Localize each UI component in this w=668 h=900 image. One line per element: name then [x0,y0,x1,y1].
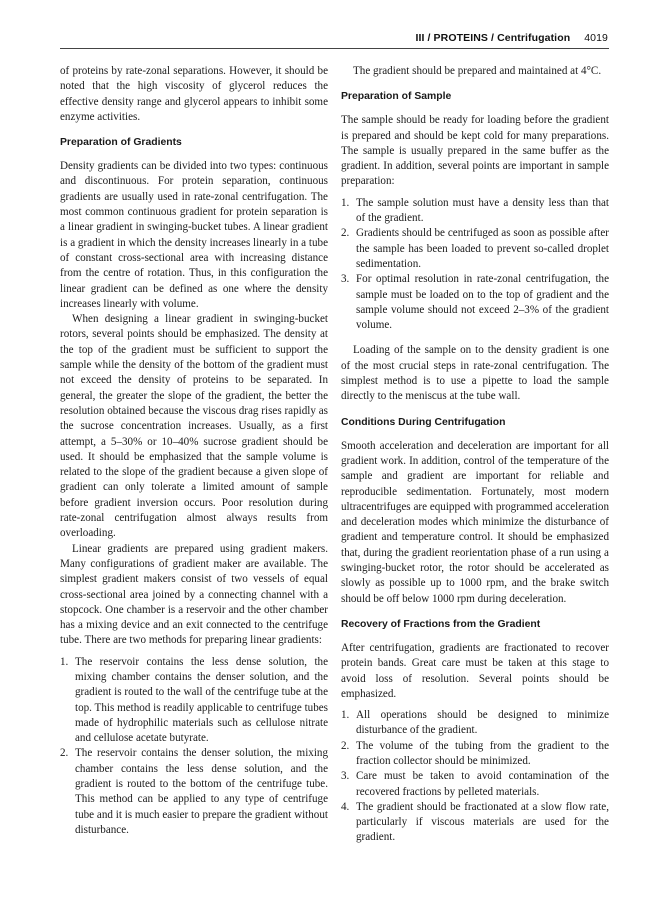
section-heading-conditions-during-centrifugation: Conditions During Centrifugation [341,416,506,428]
section-heading-preparation-of-sample: Preparation of Sample [341,91,452,103]
intro-paragraph: of proteins by rate-zonal separations. However, it should be noted that the high viscosity of glycerol reduces the effective density range and glycerol appears to inhibit some enzyme activities. [60,65,328,123]
section-heading-preparation-of-gradients: Preparation of Gradients [60,137,182,149]
list-item-text: The reservoir contains the less dense solution, the mixing chamber contains the denser solution, and the gradient is routed to the wall of the centrifuge tube at the top. This method is readily applicable to centrifuge tubes made of hydrophilic materials such as cellulose nitrate and cellulose acetate butyrate. [75,655,328,745]
paragraph: The sample should be ready for loading before the gradient is prepared and should be kept cold for many preparations. The sample is usually prepared in the same buffer as the gradient. In addition, several points are important in sample preparation: [341,114,609,188]
running-header [415,32,608,44]
page-number: 4019 [584,32,608,44]
list-item-text: The reservoir contains the denser solution, the mixing chamber contains the less dense solution, and the gradient is routed to the bottom of the centrifuge tube. This method can be applied to any type of centrifuge tube and it is much easier to prepare the gradient without disturbance. [75,747,328,836]
header-rule [60,48,609,49]
paragraph: After centrifugation, gradients are fractionated to recover protein bands. Great care must be taken at this stage to avoid loss of resolution. Several points should be emphasized. [341,641,609,700]
paragraph: Linear gradients are prepared using gradient makers. Many configurations of gradient maker are available. The simplest gradient makers consist of two vessels of equal cross-sectional area joined by a connecting channel with a stopcock. One chamber is a reservoir and the other chamber has a mixing device and an exit connected to the centrifuge tube. There are two methods for preparing linear gradients: [60,542,328,647]
list-item [60,746,328,838]
list-number: 2. [60,747,69,760]
paragraph: Loading of the sample on to the density gradient is one of the most crucial steps in rate-zonal centrifugation. The simplest method is to use a pipette to load the sample directly to the meniscus at the tube wall. [341,344,609,403]
list-number: 2. [341,739,350,752]
list-item-text: The sample solution must have a density less than that of the gradient. [356,196,609,225]
list-item [341,708,609,739]
list-item [341,196,609,227]
running-title: III / PROTEINS / Centrifugation [415,32,571,44]
list-number: 3. [341,770,350,783]
gradient-methods-list [60,655,328,839]
sample-preparation-list [341,196,609,334]
list-item [341,272,609,333]
list-number: 1. [341,709,350,722]
list-item [60,655,328,747]
list-item-text: Gradients should be centrifuged as soon as possible after the sample has been loaded to prevent so-called droplet sedimentation. [356,227,609,270]
list-number: 1. [60,655,69,668]
list-item [341,800,609,846]
continuation-paragraph: The gradient should be prepared and maintained at 4°C. [353,65,602,77]
paragraph: Density gradients can be divided into two types: continuous and discontinuous. For protein separation, continuous gradients are usually used in rate-zonal centrifugation. The most common continuous gradient for protein separation is a linear gradient in swinging-bucket tubes. A linear gradient is a gradient in which the density increases linearly in a tube of constant cross-sectional area with increasing distance from the centre of rotation. Thus, in this configuration the linear gradient can be defined as one where the density increases linearly with volume. [60,160,328,310]
list-item-text: For optimal resolution in rate-zonal centrifugation, the sample must be loaded on to the top of gradient and the sample volume should not exceed 2–3% of the gradient volume. [356,273,609,332]
list-item [341,739,609,770]
list-number: 2. [341,227,350,240]
list-number: 1. [341,196,350,209]
section-heading-recovery-of-fractions: Recovery of Fractions from the Gradient [341,618,541,630]
recovery-points-list [341,708,609,846]
list-item-text: Care must be taken to avoid contamination of the recovered fractions by pelleted materials. [356,770,609,798]
list-number: 3. [341,273,350,286]
list-item [341,226,609,272]
list-item-text: All operations should be designed to minimize disturbance of the gradient. [356,709,609,737]
list-item-text: The volume of the tubing from the gradient to the fraction collector should be minimized. [356,739,609,767]
list-number: 4. [341,800,350,813]
right-column [341,64,609,856]
paragraph: Smooth acceleration and deceleration are important for all gradient work. In addition, control of the temperature of the sample and gradient are important for reliable and reproducible sedimentation. Fortunately, most modern ultracentrifuges are equipped with programmed acceleration and deceleration modes which minimize the disturbance of gradient and temperature control. It should be emphasized that, during the gradient reorientation phase of a run using a swinging-bucket rotor, the rotor should be accelerated as slowly as possible up to 1000 rpm, and the brake switch should be off below 1000 rpm during deceleration. [341,439,609,605]
list-item [341,769,609,800]
paragraph: When designing a linear gradient in swinging-bucket rotors, several points should be emphasized. The density at the top of the gradient must be sufficient to support the sample while the density of the bottom of the gradient must not exceed the density of proteins to be separated. In general, the greater the slope of the gradient, the better the resolution obtained because the viscous drag rises rapidly as the sucrose concentration increases. Usually, as a first attempt, a 5–30% or 10–40% sucrose gradient should be used. It should be emphasized that the sample volume is related to the slope of the gradient because a given slope of gradient can only tolerate a limited amount of sample before gradient inversion occurs. Poor resolution during rate-zonal centrifugation almost always results from overloading. [60,313,328,540]
left-column [60,64,328,848]
list-item-text: The gradient should be fractionated at a slow flow rate, particularly if viscous materials are used for the gradient. [356,800,609,844]
